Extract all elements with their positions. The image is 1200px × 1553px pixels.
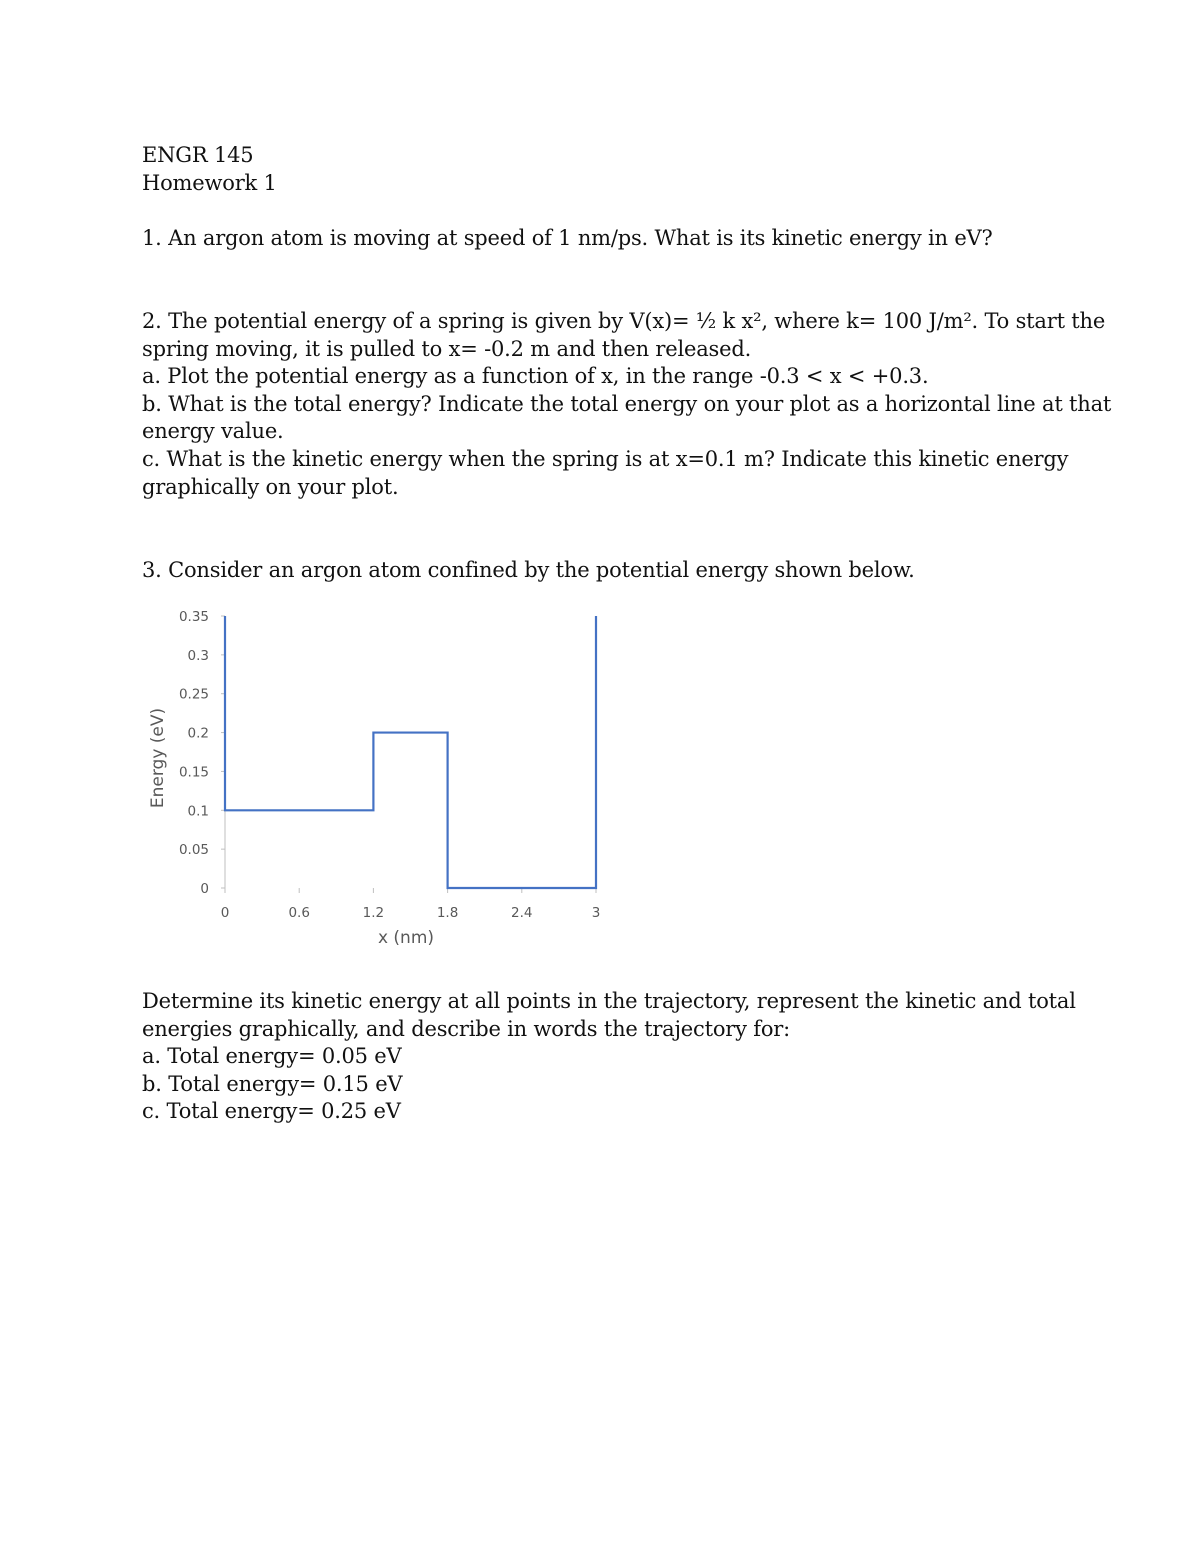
- x-tick-label: 0: [220, 905, 230, 921]
- assignment-title: Homework 1: [142, 170, 277, 195]
- x-tick-label: 1.8: [436, 905, 459, 921]
- question-1: [142, 225, 1072, 253]
- x-tick-label: 2.4: [511, 905, 533, 921]
- potential-energy-chart: [140, 600, 620, 960]
- question-3c-line: c. Total energy= 0.25 eV: [142, 1099, 401, 1124]
- y-tick-label: 0.25: [178, 686, 209, 703]
- question-2c-line: c. What is the kinetic energy when the spring is at x=0.1 m? Indicate this kinetic energy: [142, 446, 1069, 471]
- header-block: [142, 142, 1072, 197]
- question-3b-line: b. Total energy= 0.15 eV: [142, 1071, 403, 1096]
- question-2b-line: b. What is the total energy? Indicate the total energy on your plot as a horizontal line at that: [142, 391, 1112, 416]
- question-3a-line: a. Total energy= 0.05 eV: [142, 1044, 402, 1069]
- question-1-text: 1. An argon atom is moving at speed of 1 nm/ps. What is its kinetic energy in eV?: [142, 226, 993, 250]
- y-tick-label: 0.35: [178, 609, 209, 625]
- question-3-intro: [142, 557, 1072, 585]
- y-tick-label: 0.15: [178, 764, 209, 781]
- question-2c-line: graphically on your plot.: [142, 474, 399, 499]
- y-tick-label: 0: [200, 881, 209, 897]
- x-axis-label: x (nm): [377, 928, 435, 948]
- course-title: ENGR 145: [142, 143, 254, 167]
- question-2b-line: energy value.: [142, 419, 284, 444]
- y-tick-label: 0.3: [187, 647, 209, 664]
- y-axis-label: Energy (eV): [148, 707, 168, 809]
- y-tick-label: 0.05: [178, 842, 209, 859]
- question-3-intro-text: 3. Consider an argon atom confined by the potential energy shown below.: [142, 558, 915, 582]
- question-2a-line: a. Plot the potential energy as a function of x, in the range -0.3 < x < +0.3.: [142, 364, 929, 389]
- x-tick-label: 3: [591, 905, 601, 921]
- question-3-line: Determine its kinetic energy at all points in the trajectory, represent the kinetic and total: [142, 989, 1076, 1013]
- potential-energy-line: [225, 616, 596, 888]
- question-2-line: spring moving, it is pulled to x= -0.2 m and then released.: [142, 336, 752, 361]
- question-2-line: 2. The potential energy of a spring is given by V(x)= ½ k x², where k= 100 J/m². To start the: [142, 309, 1106, 333]
- chart-ticks: [179, 609, 600, 921]
- x-tick-label: 1.2: [362, 905, 385, 921]
- y-tick-label: 0.1: [187, 803, 209, 820]
- question-2: [142, 308, 1112, 501]
- question-3-line: energies graphically, and describe in words the trajectory for:: [142, 1016, 790, 1041]
- y-tick-label: 0.2: [187, 725, 209, 742]
- chart-svg: [140, 600, 620, 960]
- question-3-tasks: [142, 988, 1076, 1126]
- x-tick-label: 0.6: [288, 905, 310, 921]
